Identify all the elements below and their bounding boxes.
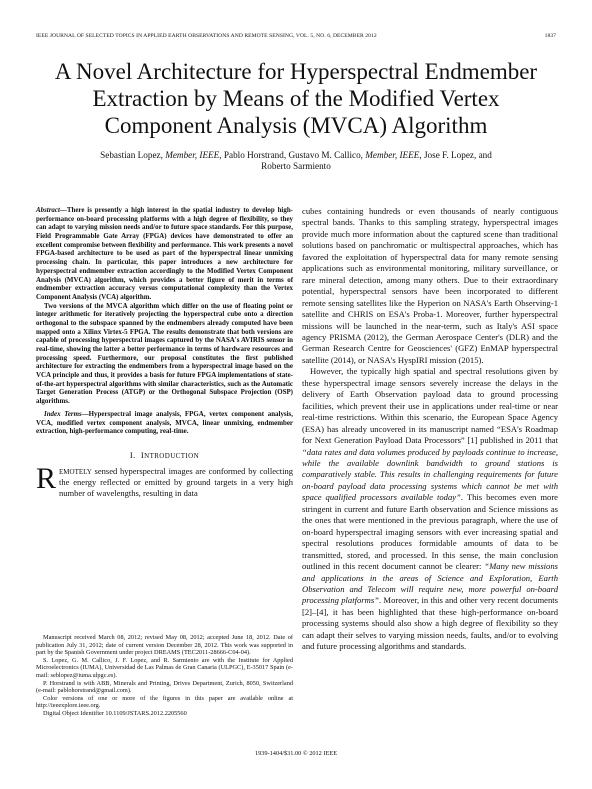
index-terms-text: Hyperspectral image analysis, FPGA, vertex component analysis, VCA, modified vertex component analysis, MVCA, linear unmixing, endmember extraction, high-performance computing, real-time. xyxy=(36,409,293,436)
footnote-color: Color versions of one or more of the figures in this paper are available online at http://ieeexplore.ieee.org. xyxy=(36,694,293,710)
index-terms xyxy=(36,410,293,436)
journal-name: IEEE JOURNAL OF SELECTED TOPICS IN APPLIED EARTH OBSERVATIONS AND REMOTE SENSING, VOL. 5, NO. 6, DECEMBER 2012 xyxy=(36,33,377,39)
footnotes xyxy=(36,634,293,718)
body-paragraph-2 xyxy=(302,366,558,652)
footnote-doi: Digital Object Identifier 10.1109/JSTARS.2012.2205560 xyxy=(43,709,187,717)
abstract-paragraph-1 xyxy=(36,206,293,302)
body-quote: “Many new missions and applications in the areas of Science and Exploration, Earth Observation and Telecom will require new, more powerful on-board processing platforms” xyxy=(302,561,558,606)
issn-price-line: 1939-1404/$31.00 © 2012 IEEE xyxy=(254,750,338,757)
body-text: . This becomes even more stringent in current and future Earth observation and Science missions as the ones that were mentioned in the previous paragraph, where the use of on-board hyperspectral imaging sensors with ever increasing spatial and spectral resolutions produces formidable amounts of data to be transmitted, stored, and processed. In this sense, the main conclusion outlined in this recent document cannot be clearer: xyxy=(302,492,558,572)
index-terms-dash: — xyxy=(81,409,89,418)
right-column xyxy=(302,206,558,653)
intro-paragraph xyxy=(36,461,293,499)
author-text: Roberto Sarmiento xyxy=(261,161,331,171)
intro-text: sensed hyperspectral images are conformed by collecting the energy reflected or emitted by ground targets in a very high number of wavelengths, resulting in data xyxy=(59,465,293,499)
title-line-3: Component Analysis (MVCA) Algorithm xyxy=(104,113,488,138)
body-text: However, the typically high spatial and spectral resolutions given by these hyperspectral image sensors severely increase the delays in the delivery of Earth Observation payload data to ground processing facilities, which prevent their use in applications under real-time or near real-time restrictions. Within this scenario, the European Space Agency (ESA) has already uncovered in its manuscript named “ESA's Roadmap for Next Generation Payload Data Processors” [1] published in 2011 that xyxy=(302,366,558,446)
title-line-1: A Novel Architecture for Hyperspectral Endmember xyxy=(54,59,538,84)
paper-title xyxy=(30,58,562,139)
body-quote: “data rates and data volumes produced by payloads continue to increase, while the available downlink bandwidth to ground stations is comparatively stable. This results in challenging requirements for future on-board payload data processing systems which cannot be met with space qualified processors available today” xyxy=(302,446,558,503)
abstract-paragraph-2: Two versions of the MVCA algorithm which differ on the use of floating point or integer arithmetic for iteratively projecting the hyperspectral cube onto a direction orthogonal to the subspace spanned by the endmembers already computed have been mapped onto a Xilinx Virtex-5 FPGA. The results demonstrate that both versions are capable of processing hyperspectral images captured by the NASA's AVIRIS sensor in real-time, showing the latter a better performance in terms of hardware resources and processing speed. Furthermore, our proposal constitutes the first published architecture for extracting the endmembers from a hyperspectral image based on the VCA principle and thus, it provides a basis for future FPGA implementations of state-of-the-art hyperspectral algorithms with similar characteristics, such as the Automatic Target Generation Process (ATGP) or the Orthogonal Subspace Projection (OSP) algorithms. xyxy=(36,301,293,406)
section-title-rest: NTRODUCTION xyxy=(144,451,200,460)
author-role: Member, IEEE xyxy=(165,150,220,160)
footnote-affiliation-1: S. Lopez, G. M. Callico, J. F. Lopez, and R. Sarmiento are with the Institute for Applied Microelectronics (IUMA), Universidad de Las Palmas de Gran Canaria (ULPGC), E-35017 Spain (e-mail: seblopez@iuma.ulpgc.es). xyxy=(36,656,293,679)
author-text: , Jose F. Lopez, and xyxy=(419,150,492,160)
author-text: Sebastian Lopez, xyxy=(100,150,166,160)
intro-smallcaps: EMOTELY xyxy=(59,467,92,476)
author-list xyxy=(50,150,542,172)
author-text: , Pablo Horstrand, Gustavo M. Callico, xyxy=(219,150,366,160)
index-terms-label: Index Terms xyxy=(44,409,82,418)
page-number: 1837 xyxy=(544,33,556,39)
footnote-affiliation-2: P. Horstrand is with ABB, Minerals and Printing, Drives Department, Zurich, 8050, Switzerland (e-mail: pablohorstrand@gmail.com). xyxy=(36,679,293,695)
body-text: . Moreover, in this and other very recent documents [2]–[4], it has been highlighted that these high-performance on-board processing systems should also show a high degree of flexibility so they can adapt their selves to varying mission needs, faults, and/or to evolving and future processing algorithms and standards. xyxy=(302,595,558,652)
section-heading xyxy=(36,450,293,460)
section-title-initial: I xyxy=(140,449,145,460)
abstract-dash: — xyxy=(59,206,67,214)
drop-cap: R xyxy=(36,461,57,495)
section-numeral: I. xyxy=(129,449,136,460)
abstract-text: There is presently a high interest in the spatial industry to develop high-performance on-board processing platforms with a high degree of flexibility, so they can adapt to varying mission needs and/or to future space standards. For this purpose, Field Programmable Gate Array (FPGA) devices have demonstrated to offer an excellent compromise between flexibility and performance. This work presents a novel FPGA-based architecture to be used as part of the hyperspectral linear unmixing processing chain. In particular, this paper introduces a new architecture for hyperspectral endmember extraction accordingly to the Modified Vertex Component Analysis (MVCA) algorithm, which provides a better figure of merit in terms of endmember extraction accuracy versus computational complexity than the Vertex Component Analysis (VCA) algorithm. xyxy=(36,206,293,301)
footnote-manuscript: Manuscript received March 08, 2012; revised May 08, 2012; accepted June 18, 2012. Date of publication July 31, 2012; date of current version December 28, 2012. This work was supported in part by the Spanish Government under project DREAMS (TEC2011-28666-C04-04). xyxy=(36,634,293,657)
abstract-label: Abstract xyxy=(36,206,60,214)
title-line-2: Extraction by Means of the Modified Vertex xyxy=(92,86,500,111)
body-paragraph-1: cubes containing hundreds or even thousands of nearly contiguous spectral bands. Thanks to this sampling strategy, hyperspectral images provide much more information about the captured scene than traditional solutions based on panchromatic or multispectral approaches, which has favored the exploitation of hyperspectral data for many remote sensing applications such as environmental monitoring, military surveillance, or rare mineral detection, among many others. Due to their extraordinary potential, hyperspectral sensors have been incorporated to different remote sensing satellites like the Hyperion on NASA's Earth Observing-1 satellite and CHRIS on ESA's Proba-1. Moreover, further hyperspectral missions will be launched in the near-term, such as Italy's ASI space agency PRISMA (2012), the German Aerospace Center's (DLR) and the German Research Centre for Geosciences' (GFZ) EnMAP hyperspectral satellite (2014), or NASA's HyspIRI mission (2015). xyxy=(302,206,558,365)
left-column xyxy=(36,206,293,499)
author-role: Member, IEEE xyxy=(365,150,420,160)
running-header xyxy=(36,33,556,43)
